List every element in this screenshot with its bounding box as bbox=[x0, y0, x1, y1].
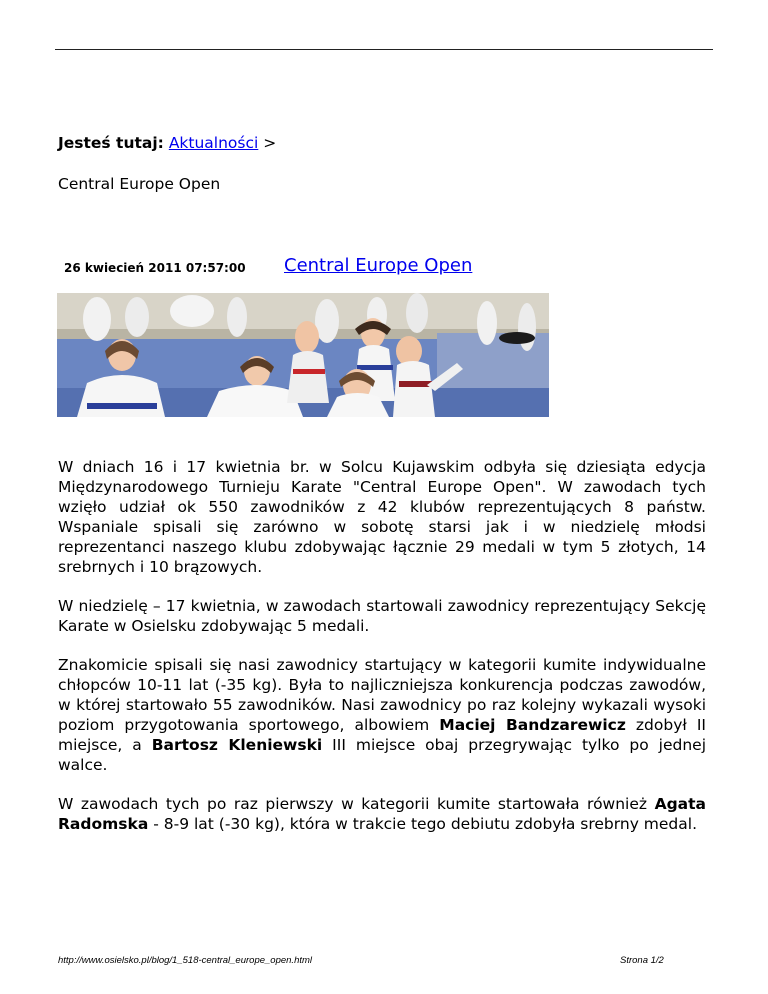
article-paragraph bbox=[58, 794, 706, 834]
paragraph-text: III miejsce obaj przegrywając tylko po jednej walce. bbox=[58, 736, 707, 774]
top-divider bbox=[55, 49, 713, 50]
article-body bbox=[58, 457, 706, 853]
paragraph-text: W niedzielę – 17 kwietnia, w zawodach startowali zawodnicy reprezentujący Sekcję Karate w Osielsku zdobywając 5 medali. bbox=[58, 597, 706, 635]
breadcrumb bbox=[58, 133, 276, 153]
paragraph-text: W dniach 16 i 17 kwietnia br. w Solcu Kujawskim odbyła się dziesiąta edycja Międzynarodowego Turnieju Karate "Central Europe Open". W zawodach tych wzięło udział ok 550 zawodników z 42 klubów reprezentujących 8 państw. Wspaniale spisali się zarówno w sobotę starsi jak i w niedzielę młodsi reprezentanci naszego klubu zdobywając łącznie 29 medali w tym 5 złotych, 14 srebrnych i 10 brązowych. bbox=[58, 458, 706, 576]
bold-name: Agata Radomska bbox=[58, 795, 706, 833]
bold-name: Maciej Bandzarewicz bbox=[439, 716, 626, 734]
paragraph-text: W zawodach tych po raz pierwszy w kategorii kumite startowała również bbox=[58, 795, 655, 813]
article-paragraph bbox=[58, 457, 706, 577]
post-date: 26 kwiecień 2011 07:57:00 bbox=[64, 261, 246, 275]
paragraph-text: zdobył II miejsce, a bbox=[58, 716, 706, 754]
paragraph-text: Znakomicie spisali się nasi zawodnicy startujący w kategorii kumite indywidualne chłopców 10-11 lat (-35 kg). Była to najliczniejsza konkurencja podczas zawodów, w której startowało 55 zawodników. Nasi zawodnicy po raz kolejny wykazali wysoki poziom przygotowania sportowego, albowiem bbox=[58, 656, 706, 734]
breadcrumb-separator: > bbox=[263, 134, 277, 152]
article-paragraph bbox=[58, 655, 706, 775]
post-title-link[interactable]: Central Europe Open bbox=[284, 255, 473, 276]
footer-page-number: Strona 1/2 bbox=[620, 955, 664, 966]
footer-url: http://www.osielsko.pl/blog/1_518-central_europe_open.html bbox=[58, 955, 313, 966]
article-photo bbox=[57, 293, 549, 417]
breadcrumb-label: Jesteś tutaj: bbox=[58, 134, 164, 152]
page-subtitle: Central Europe Open bbox=[58, 175, 221, 193]
paragraph-text: - 8-9 lat (-30 kg), która w trakcie tego debiutu zdobyła srebrny medal. bbox=[148, 815, 698, 833]
article-paragraph bbox=[58, 596, 706, 636]
breadcrumb-link-aktualnosci[interactable]: Aktualności bbox=[168, 134, 259, 152]
bold-name: Bartosz Kleniewski bbox=[151, 736, 323, 754]
